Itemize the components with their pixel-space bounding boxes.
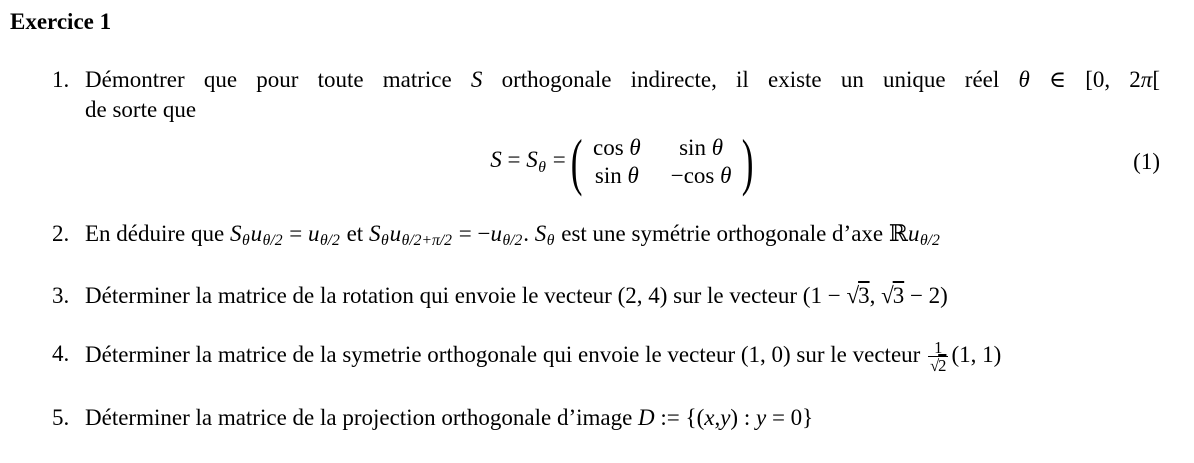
text-run: Déterminer la matrice de la projection orthogonale d’image xyxy=(85,405,639,430)
radicand: 3 xyxy=(892,283,905,308)
text-run: sin xyxy=(679,135,712,161)
text-run: θ xyxy=(1018,67,1030,92)
matrix-cell-r2c2 xyxy=(671,162,732,189)
text-run: u xyxy=(490,221,502,246)
list-item-1 xyxy=(52,65,1160,125)
item-4-text xyxy=(85,339,1160,375)
text-run: S xyxy=(229,221,242,246)
text-run: sin xyxy=(594,163,628,189)
equation-body xyxy=(490,125,754,197)
item-4-number: 4. xyxy=(52,341,70,366)
fraction-denominator xyxy=(928,356,948,374)
fraction xyxy=(928,339,948,375)
equation-number: (1) xyxy=(1133,149,1160,174)
text-run: [ xyxy=(1152,67,1160,92)
text-run: y xyxy=(720,405,731,430)
text-run: θ/2+π/2 xyxy=(401,232,452,250)
radical-sign: √ xyxy=(930,356,940,376)
item-5-text xyxy=(85,403,1160,433)
text-run: u xyxy=(308,221,320,246)
matrix-left-paren: ( xyxy=(570,125,583,197)
radical xyxy=(930,356,946,375)
text-run: Déterminer la matrice de la rotation qui envoie le vecteur (2, 4) sur le vecteur (1 − xyxy=(85,283,847,308)
matrix-right-paren: ) xyxy=(742,125,754,197)
text-run: = − xyxy=(453,221,491,246)
text-run: En déduire que xyxy=(85,221,230,246)
text-run: ) : xyxy=(730,405,756,430)
text-run: . xyxy=(523,221,535,246)
item-3-text xyxy=(85,281,1160,311)
text-run: y xyxy=(755,405,767,430)
text-run: θ xyxy=(538,158,546,176)
text-run: et xyxy=(340,221,369,246)
text-run: S xyxy=(526,147,538,173)
item-1-text-line-1 xyxy=(85,65,1160,95)
radical-sign: √ xyxy=(881,283,894,308)
text-run: θ xyxy=(546,232,555,250)
text-run: x xyxy=(704,405,715,430)
text-run: π xyxy=(1140,67,1153,92)
item-3-number: 3. xyxy=(52,283,70,308)
text-run: S xyxy=(534,221,547,246)
text-run: θ xyxy=(711,135,724,161)
list-item-4 xyxy=(52,339,1160,375)
item-5-number: 5. xyxy=(52,405,70,430)
text-run: − 2) xyxy=(904,283,948,308)
item-2-text xyxy=(85,219,1160,256)
matrix-cell-r1c1 xyxy=(593,134,641,161)
text-run: Démontrer que pour toute matrice xyxy=(85,67,471,92)
text-run: θ/2 xyxy=(262,232,283,250)
text-run: u xyxy=(389,221,402,246)
text-run: u xyxy=(250,221,263,246)
text-run: S xyxy=(470,67,483,92)
exercise-title: Exercice 1 xyxy=(10,9,112,34)
text-run: orthogonale indirecte, il existe un unique réel xyxy=(482,67,1019,92)
text-run: θ/2 xyxy=(920,232,940,250)
list-item-2 xyxy=(52,219,1160,256)
text-run: θ xyxy=(720,163,732,189)
text-run: ℝ xyxy=(888,221,908,246)
text-run: θ xyxy=(380,232,389,250)
list-item-3 xyxy=(52,281,1160,311)
text-run: −cos xyxy=(670,163,721,189)
matrix-cell-r2c1 xyxy=(595,162,639,189)
text-run: θ xyxy=(627,163,639,189)
text-run: u xyxy=(908,221,920,246)
text-run: θ xyxy=(629,135,641,161)
radicand: 3 xyxy=(858,283,870,308)
text-run: θ xyxy=(241,232,250,250)
text-run: est une symétrie orthogonale d’axe xyxy=(555,221,889,246)
text-run: , xyxy=(869,283,882,308)
text-run: θ/2 xyxy=(320,232,340,250)
item-1-text-line-2 xyxy=(85,95,1160,125)
item-2-number: 2. xyxy=(52,221,70,246)
text-run: = 0} xyxy=(766,405,814,430)
text-run: , xyxy=(714,405,721,430)
item-1-number: 1. xyxy=(52,67,70,92)
text-run: ∈ [0, 2 xyxy=(1029,67,1141,92)
displayed-equation xyxy=(85,126,1160,198)
text-run: := {( xyxy=(654,405,705,430)
radical-sign: √ xyxy=(846,283,860,308)
radicand: 2 xyxy=(938,356,947,376)
text-run: Déterminer la matrice de la symetrie orthogonale qui envoie le vecteur (1, 0) sur le vecteur xyxy=(85,342,927,368)
matrix xyxy=(593,134,731,189)
text-run: de sorte que xyxy=(85,97,197,122)
text-run: D xyxy=(638,405,655,430)
equation-lhs xyxy=(490,147,565,176)
radical xyxy=(846,283,869,308)
text-run: S xyxy=(368,221,381,246)
text-run: = xyxy=(501,147,527,173)
fraction-numerator: 1 xyxy=(934,338,943,357)
text-run: (1, 1) xyxy=(951,342,1002,368)
matrix-cell-r1c2 xyxy=(679,134,723,161)
text-run: S xyxy=(490,147,502,173)
text-run: cos xyxy=(592,135,630,161)
text-run: = xyxy=(546,147,566,173)
text-run: = xyxy=(283,221,308,246)
text-run: θ/2 xyxy=(502,232,523,250)
list-item-5 xyxy=(52,403,1160,433)
radical xyxy=(881,283,904,308)
